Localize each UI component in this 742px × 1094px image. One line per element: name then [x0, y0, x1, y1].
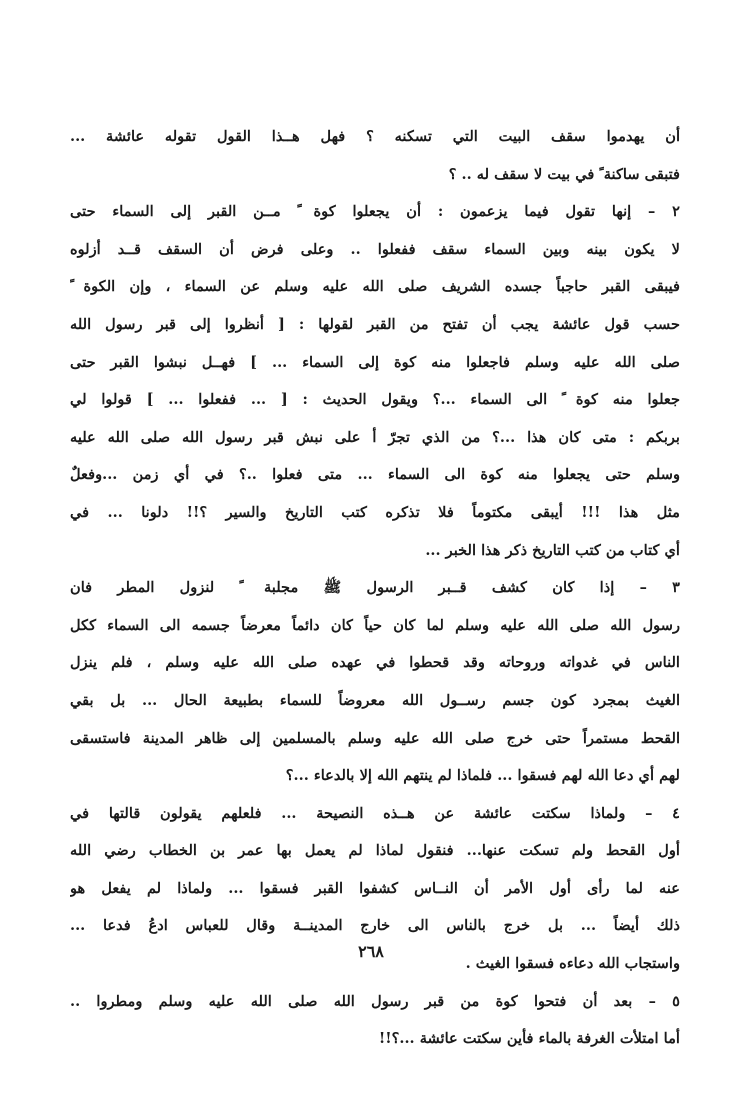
text-line: أول القحط ولم تسكت عنها... فنقول لماذا لم يعمل بها عمر بن الخطاب رضي الله: [70, 842, 680, 860]
text-line: ٣ً – إذا كان كشف قــبر الرسول ﷺ مجلبة ً لنزول المطر فان: [70, 579, 680, 597]
text-line: القحط مستمراً حتى خرج صلى الله عليه وسلم بالمسلمين إلى ظاهر المدينة فاستسقى: [70, 729, 680, 747]
text-line: رسول الله صلى الله عليه وسلم لما كان حياً كان دائماً معرضاً جسمه الى السماء ككل: [70, 616, 680, 634]
text-line: حسب قول عائشة يجب أن تفتح من القبر لقولها : [ أنظروا إلى قبر رسول الله: [70, 315, 680, 333]
text-line: بربكم : متى كان هذا ...؟ من الذي تجرّ أ على نبش قبر رسول الله صلى الله عليه: [70, 428, 680, 446]
text-line: واستجاب الله دعاءه فسقوا الغيث .: [465, 955, 680, 973]
text-line: جعلوا منه كوة ً الى السماء ...؟ ويقول الحديث : [ ... ففعلوا ... ] قولوا لي: [70, 391, 680, 409]
text-line: عنه لما رأى أول الأمر أن النــاس كشفوا القبر فسقوا ... ولماذا لم يفعل هو: [70, 879, 680, 897]
text-line: ذلك أيضاً ... بل خرج بالناس الى خارج المدينــة وقال للعباس ادعُ فدعا ...: [70, 917, 680, 935]
text-line: أن يهدموا سقف البيت التي تسكنه ؟ فهل هــذا القول تقوله عائشة ...: [70, 128, 680, 145]
text-line: وسلم حتى يجعلوا منه كوة الى السماء ... متى فعلوا ..؟ في أي زمن ...وفعلٌ: [70, 466, 680, 484]
text-line: ٢ً – إنها تقول فيما يزعمون : أن يجعلوا كوة ً مــن القبر إلى السماء حتى: [70, 203, 680, 221]
text-line: الناس في غدواته وروحاته وقد قحطوا في عهده صلى الله عليه وسلم ، فلم ينزل: [70, 654, 680, 672]
body-text: [70, 118, 680, 1058]
text-line: أما امتلأت الغرفة بالماء فأين سكتت عائشة ...؟!!: [378, 1030, 680, 1048]
text-line: ٤ً – ولماذا سكتت عائشة عن هــذه النصيحة ... فلعلهم يقولون قالتها في: [70, 804, 680, 822]
text-line: لا يكون بينه وبين السماء سقف ففعلوا .. وعلى فرض أن السقف قــد أزلوه: [70, 240, 680, 258]
page-number: ٢٦٨: [358, 942, 384, 961]
text-line: فتبقى ساكنة ً في بيت لا سقف له .. ؟: [448, 165, 680, 183]
text-line: أي كتاب من كتب التاريخ ذكر هذا الخبر ...: [425, 541, 680, 559]
text-line: الغيث بمجرد كون جسم رســول الله معروضاً للسماء بطبيعة الحال ... بل بقي: [70, 691, 680, 709]
text-line: مثل هذا !!! أيبقى مكتوماً فلا تذكره كتب التاريخ والسير ؟!! دلونا ... في: [70, 503, 680, 521]
text-line: فيبقى القبر حاجباً جسده الشريف صلى الله عليه وسلم عن السماء ، وإن الكوة ً: [70, 278, 680, 296]
text-line: ٥ً – بعد أن فتحوا كوة من قبر رسول الله صلى الله عليه وسلم ومطروا ..: [70, 992, 680, 1010]
text-line: لهم أي دعا الله لهم فسقوا ... فلماذا لم ينتهم الله إلا بالدعاء ...؟: [285, 767, 680, 785]
text-line: صلى الله عليه وسلم فاجعلوا منه كوة إلى السماء ... ] فهــل نبشوا القبر حتى: [70, 353, 680, 371]
